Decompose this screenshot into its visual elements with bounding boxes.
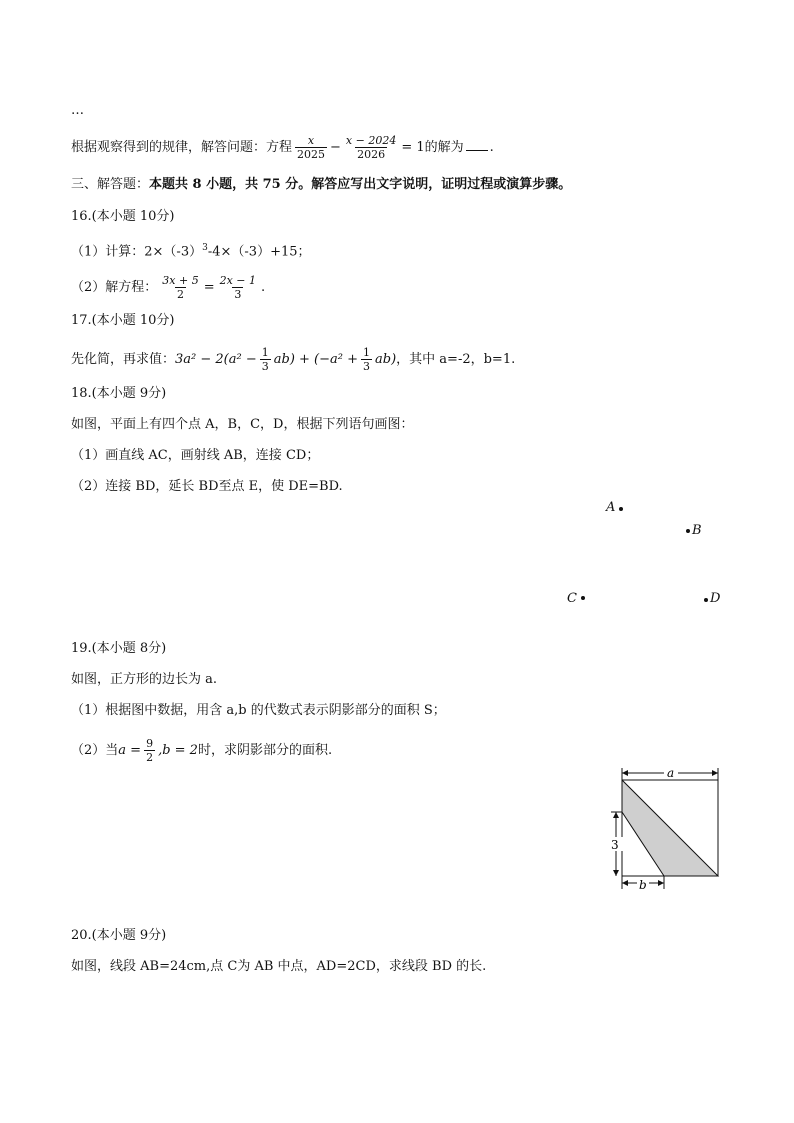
q17-prefix: 先化简，再求值： [71,352,176,367]
minus-sign: − [330,140,341,155]
equals-one: = 1 [401,140,425,155]
section-three-heading [71,176,571,194]
frac-num: x − 2024 [345,134,397,147]
q18-line1: 如图，平面上有四个点 A，B，C，D，根据下列语句画图： [71,417,414,432]
shaded-region [622,780,718,876]
label-3: 3 [611,838,619,852]
q17-frac-one-third-a [260,346,271,373]
q19-header: 19.(本小题 8分) [71,641,167,656]
frac-den: 2025 [297,148,326,161]
pattern-prefix: 根据观察得到的规律，解答问题：方程 [71,140,293,155]
frac-num: 1 [363,346,371,359]
label-b: b [639,878,647,892]
point-d-label: D [710,591,721,606]
q16-p1-exponent: 3 [202,243,208,253]
q20-header: 20.(本小题 9分) [71,928,167,943]
frac-den: 2 [146,751,154,764]
q19-line3-suffix: 时，求阴影部分的面积. [197,743,333,758]
q16-part1 [71,239,311,261]
q16-end: . [261,280,266,295]
arrowhead-right-b [658,880,664,886]
section-three-title: 三、解答题： [71,177,150,192]
label-a: a [667,766,675,780]
point-b-label: B [692,523,702,538]
point-a-label: A [606,500,616,515]
frac-den: 3 [363,360,371,373]
fraction-x-minus-2024-over-2026 [344,134,398,161]
frac-num: 2x − 1 [219,274,257,287]
point-d-dot [704,598,708,602]
frac-den: 2 [176,288,184,301]
arrowhead-up [613,812,619,818]
q19-a-eq: a = [118,743,142,758]
q19-line3 [71,737,332,764]
pattern-end: . [489,140,494,155]
q18-line2: （1）画直线 AC，画射线 AB，连接 CD； [71,448,320,463]
q19-square-figure [606,764,726,894]
q17-expr-a: 3a² − 2(a² − [175,352,257,367]
q17-frac-one-third-b [361,346,372,373]
fraction-x-over-2025 [295,134,327,161]
q17-expr-b: ab) + (−a² + [273,352,359,367]
q18-header: 18.(本小题 9分) [71,386,167,401]
frac-den: 3 [234,288,242,301]
frac-den: 2026 [357,148,386,161]
equals-sign: = [203,280,215,295]
q16-header: 16.(本小题 10分) [71,209,175,224]
q16-lhs-fraction [160,274,200,301]
arrowhead-right [712,770,718,776]
point-c-dot [581,596,585,600]
q19-line1: 如图，正方形的边长为 a. [71,672,218,687]
point-c-label: C [567,591,577,606]
frac-num: x [307,134,315,147]
frac-num: 1 [261,346,269,359]
q16-part2 [71,274,265,301]
q17-body [71,346,515,373]
q19-b-eq: ,b = 2 [158,743,198,758]
pattern-suffix: 的解为 [424,140,464,155]
q16-p2-prefix: （2）解方程： [71,280,158,295]
frac-num: 3x + 5 [162,274,199,287]
frac-den: 3 [261,360,269,373]
q18-line3: （2）连接 BD，延长 BD至点 E，使 DE=BD. [71,479,343,494]
q17-header: 17.(本小题 10分) [71,313,175,328]
answer-blank[interactable] [466,137,488,151]
q19-line3-prefix: （2）当 [71,743,119,758]
q17-expr-c: ab) [375,352,397,367]
q17-suffix: ，其中 a=-2，b=1. [396,352,516,367]
q16-p1-prefix: （1）计算：2×（-3） [71,244,203,260]
arrowhead-left [622,770,628,776]
q16-rhs-fraction [218,274,258,301]
pattern-question [71,134,494,161]
q19-a-fraction [144,737,155,764]
arrowhead-left-b [622,880,628,886]
q20-line1: 如图，线段 AB=24cm,点 C为 AB 中点，AD=2CD，求线段 BD 的长. [71,959,487,974]
q16-p1-suffix: -4×（-3）+15； [207,244,311,260]
section-three-desc: 本题共 8 小题，共 75 分。解答应写出文字说明，证明过程或演算步骤。 [149,177,572,192]
frac-num: 9 [146,737,154,750]
point-b-dot [686,529,690,533]
point-a-dot [619,507,623,511]
arrowhead-down [613,870,619,876]
ellipsis: … [71,103,84,118]
q19-line2: （1）根据图中数据，用含 a,b 的代数式表示阴影部分的面积 S； [71,703,446,718]
